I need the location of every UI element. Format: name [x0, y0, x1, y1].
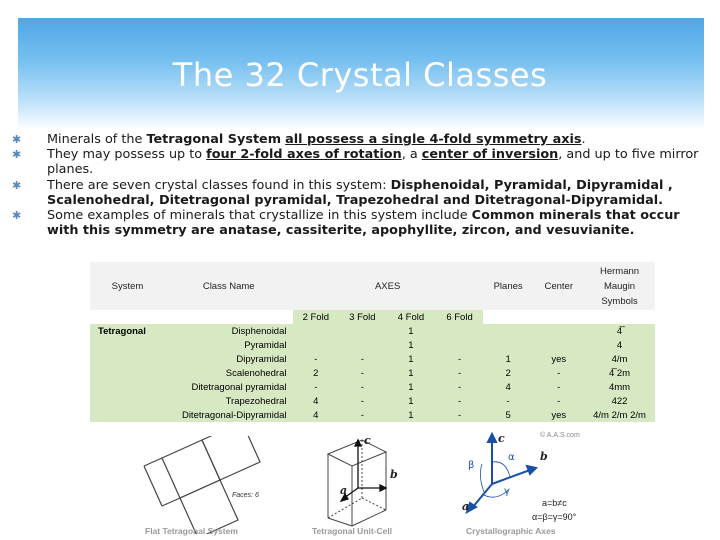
center-cell: - [533, 380, 584, 394]
fold3-cell [339, 324, 386, 338]
fold2-cell: 4 [293, 408, 340, 422]
header-hm-line: Hermann [599, 265, 640, 277]
hm-symbol-cell: 4/m [584, 352, 655, 366]
bullet-list [10, 132, 710, 238]
hm-symbol-cell: 4̅ [584, 324, 655, 338]
bullet-star-icon: ✱ [12, 209, 22, 223]
fold6-cell: - [436, 352, 483, 366]
header-center: Center [533, 262, 584, 310]
header-planes: Planes [483, 262, 534, 310]
header-axes: AXES [293, 262, 483, 310]
fold2-cell: 2 [293, 366, 340, 380]
fold4-cell: 1 [386, 380, 437, 394]
fold6-cell: - [436, 408, 483, 422]
planes-cell: 5 [483, 408, 534, 422]
bullet-text: They may possess up to [47, 147, 207, 163]
axes-drawing [452, 432, 602, 528]
axes-c-label: c [498, 432, 505, 445]
system-cell [90, 408, 165, 422]
table-row [90, 324, 655, 338]
fold3-cell: - [339, 408, 386, 422]
axes-2fold-header: 2 Fold [293, 310, 340, 324]
gamma-label: γ [504, 486, 510, 497]
bullet-text: all possess a single 4-fold symmetry axis [285, 132, 582, 147]
planes-cell [483, 338, 534, 352]
bullet-star-icon: ✱ [12, 178, 22, 192]
system-name-cell: Tetragonal [90, 324, 165, 338]
fold6-cell: - [436, 380, 483, 394]
bullet-text: , a [401, 147, 422, 163]
beta-label: β [468, 460, 475, 471]
planes-cell: 4 [483, 380, 534, 394]
fold3-cell: - [339, 394, 386, 408]
fold6-cell [436, 338, 483, 352]
fold2-cell [293, 324, 340, 338]
unit-axis-b-label: b [390, 468, 398, 481]
bullet-text: Disphenoidal, Pyramidal, Dipyramidal , Scalenohedral, Ditetragonal pyramidal, Trapezohedral and Ditetragonal-Dipyramidal. [47, 177, 673, 208]
center-cell [533, 338, 584, 352]
bullet-item [10, 178, 710, 208]
planes-cell: 2 [483, 366, 534, 380]
axes-caption: Crystallographic Axes [466, 526, 556, 536]
center-cell: yes [533, 408, 584, 422]
header-system: System [90, 262, 165, 310]
axes-relation-angles: α=β=γ=90° [532, 512, 577, 522]
hm-symbol-cell: 422 [584, 394, 655, 408]
class-name-cell: Trapezohedral [165, 394, 293, 408]
flat-tetragonal-caption: Flat Tetragonal System [145, 526, 238, 536]
bullet-text: Minerals of the [47, 132, 147, 147]
blank-cell [90, 310, 165, 324]
blank-cell [483, 310, 534, 324]
hm-symbol-cell: 4 [584, 338, 655, 352]
class-name-cell: Scalenohedral [165, 366, 293, 380]
bullet-text: Some examples of minerals that crystallize in this system include [47, 208, 472, 224]
alpha-label: α [508, 452, 515, 463]
crystallographic-axes-figure [452, 432, 602, 528]
slide-title: The 32 Crystal Classes [172, 56, 548, 94]
fold4-cell: 1 [386, 394, 437, 408]
unit-axis-c-label: c [364, 434, 371, 447]
fold2-cell [293, 338, 340, 352]
table-row [90, 408, 655, 422]
bullet-item [10, 132, 710, 147]
bullet-star-icon: ✱ [12, 133, 22, 146]
fold4-cell: 1 [386, 352, 437, 366]
unit-cell-drawing [308, 432, 418, 528]
axes-subheader-row [90, 310, 655, 324]
fold4-cell: 1 [386, 324, 437, 338]
blank-cell [165, 310, 293, 324]
bullet-text: Tetragonal System [146, 132, 282, 147]
hm-symbol-cell: 4/m 2/m 2/m [584, 408, 655, 422]
table-row [90, 366, 655, 380]
axes-4fold-header: 4 Fold [386, 310, 437, 324]
fold4-cell: 1 [386, 338, 437, 352]
header-hm-line: Symbols [601, 295, 638, 307]
bullet-text: Common minerals that occur with this symmetry are anatase, cassiterite, apophyllite, zircon, and vesuvianite. [47, 208, 680, 239]
bullet-item [10, 147, 710, 177]
bullet-text: . [581, 132, 586, 147]
bullet-text: There are seven crystal classes found in this system: [47, 177, 391, 193]
crystal-class-table [90, 262, 655, 430]
header-hm-line: Maugin [603, 280, 636, 292]
hm-symbol-cell: 4̅ 2m [584, 366, 655, 380]
bullet-text: center of inversion [421, 147, 559, 163]
hm-symbol-cell: 4mm [584, 380, 655, 394]
bullet-text: , and up to five mirror planes. [47, 147, 699, 178]
axes-6fold-header: 6 Fold [436, 310, 483, 324]
fold6-cell [436, 324, 483, 338]
header-hm-symbols [584, 262, 655, 310]
bullet-star-icon: ✱ [12, 148, 22, 162]
fold4-cell: 1 [386, 366, 437, 380]
blank-cell [584, 310, 655, 324]
class-name-cell: Ditetragonal-Dipyramidal [165, 408, 293, 422]
fold4-cell: 1 [386, 408, 437, 422]
center-cell: - [533, 366, 584, 380]
fold3-cell [339, 338, 386, 352]
fold3-cell: - [339, 352, 386, 366]
axes-b-label: b [540, 450, 548, 463]
class-name-cell: Disphenoidal [165, 324, 293, 338]
bullet-item [10, 208, 710, 238]
faces-label: Faces: 6 [232, 492, 259, 499]
planes-cell: 1 [483, 352, 534, 366]
fold6-cell: - [436, 394, 483, 408]
unit-cell-caption: Tetragonal Unit-Cell [312, 526, 393, 536]
copyright-text: © A.A.S.com [540, 432, 580, 439]
unit-cell-figure [308, 432, 418, 528]
axes-relation-lengths: a=b≠c [542, 498, 567, 508]
fold3-cell: - [339, 366, 386, 380]
system-cell [90, 394, 165, 408]
header-class-name: Class Name [165, 262, 293, 310]
axes-a-label: a [462, 500, 470, 513]
blank-cell [533, 310, 584, 324]
class-name-cell: Ditetragonal pyramidal [165, 380, 293, 394]
center-cell: - [533, 394, 584, 408]
center-cell: yes [533, 352, 584, 366]
center-cell [533, 324, 584, 338]
table-row [90, 338, 655, 352]
fold3-cell: - [339, 380, 386, 394]
fold2-cell: 4 [293, 394, 340, 408]
table-row [90, 394, 655, 408]
planes-cell: - [483, 394, 534, 408]
class-name-cell: Pyramidal [165, 338, 293, 352]
system-cell [90, 380, 165, 394]
fold2-cell: - [293, 380, 340, 394]
axes-3fold-header: 3 Fold [339, 310, 386, 324]
fold2-cell: - [293, 352, 340, 366]
table-header-row [90, 262, 655, 310]
flat-tetragonal-figure [140, 436, 290, 534]
table-row [90, 352, 655, 366]
system-cell [90, 366, 165, 380]
planes-cell [483, 324, 534, 338]
unit-axis-a-label: a [340, 484, 348, 497]
system-cell [90, 352, 165, 366]
system-cell [90, 338, 165, 352]
table-row [90, 380, 655, 394]
fold6-cell: - [436, 366, 483, 380]
class-name-cell: Dipyramidal [165, 352, 293, 366]
flat-tetragonal-drawing [140, 436, 290, 534]
bullet-text: four 2-fold axes of rotation [206, 147, 402, 163]
